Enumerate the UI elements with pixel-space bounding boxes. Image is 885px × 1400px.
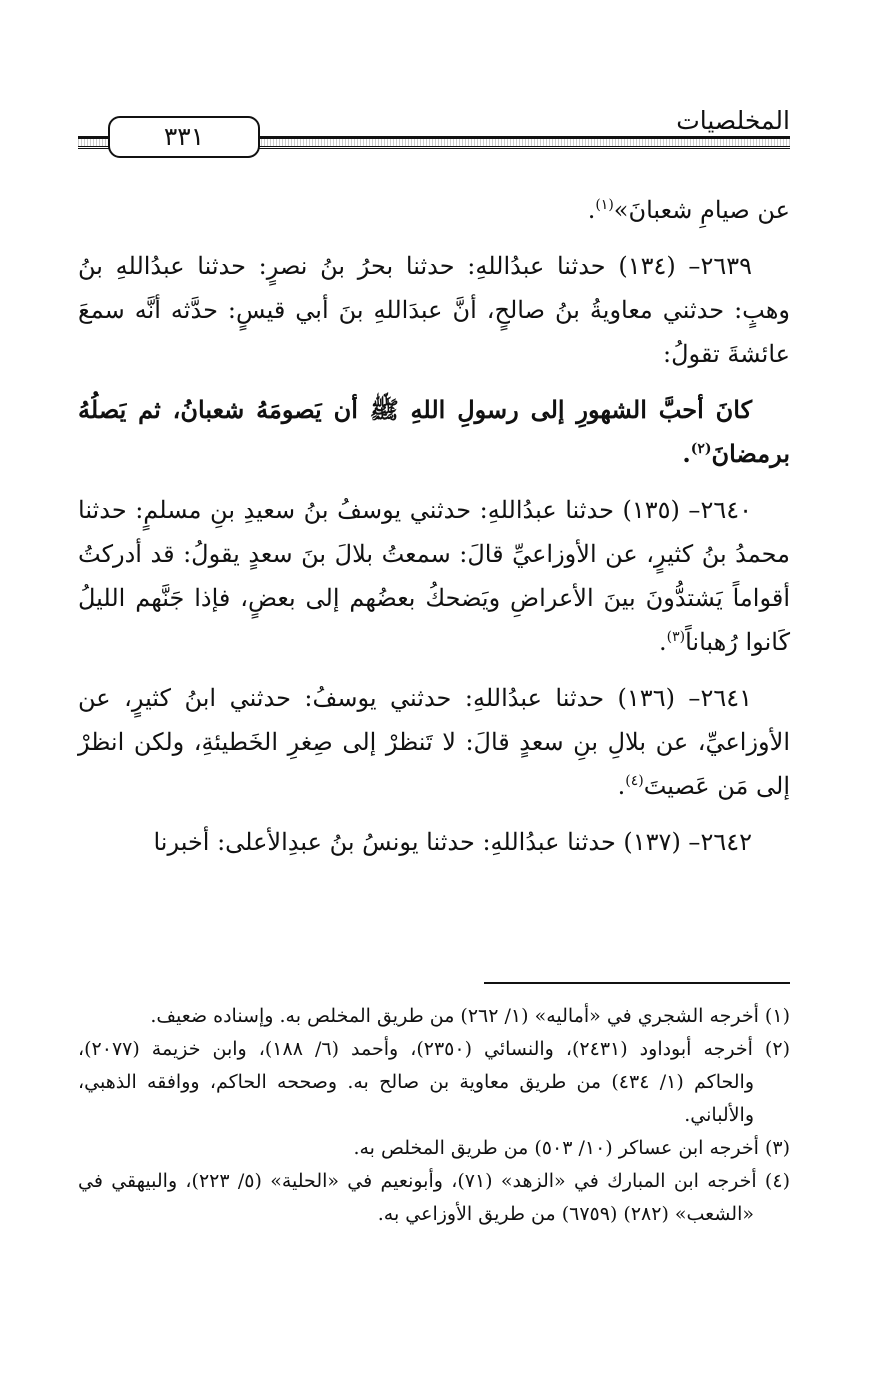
footnote-1: (١) أخرجه الشجري في «أماليه» (١/ ٢٦٢) من طريق المخلص به. وإسناده ضعيف. [150,1005,790,1027]
paragraph-tail: . [658,628,667,656]
footnote-separator [484,982,790,984]
paragraph-text: ٢٦٤٠– (١٣٥) حدثنا عبدُاللهِ: حدثني يوسفُ بنُ سعيدِ بنِ مسلمٍ: حدثنا محمدُ بنُ كثيرٍ، عن الأوزاعيِّ قالَ: سمعتُ بلالَ بنَ سعدٍ يقولُ: قد أدركتُ أقواماً يَشتدُّونَ بينَ الأعراضِ ويَضحكُ بعضُهم إلى بعضٍ، فإذا جَنَّهم الليلُ كَانوا رُهباناً [78,496,790,656]
footnote-ref: (٣) [666,629,686,645]
footnote-2: (٢) أخرجه أبوداود (٢٤٣١)، والنسائي (٢٣٥٠)، وأحمد (٦/ ١٨٨)، وابن خزيمة (٢٠٧٧)، والحاكم (١/ ٤٣٤) من طريق معاوية بن صالح به. وصححه الحاكم، ووافقه الذهبي، والألباني. [78,1038,790,1126]
hadith-2642 [78,820,790,864]
main-text [78,188,790,876]
paragraph-continuation [78,188,790,232]
footnote-4: (٤) أخرجه ابن المبارك في «الزهد» (٧١)، وأبونعيم في «الحلية» (٥/ ٢٢٣)، والبيهقي في «الشعب» (٢٨٢) (٦٧٥٩) من طريق الأوزاعي به. [78,1170,790,1225]
hadith-2639 [78,244,790,376]
footnote-ref: (٢) [690,441,712,457]
paragraph-text: ٢٦٣٩– (١٣٤) حدثنا عبدُاللهِ: حدثنا بحرُ بنُ نصرٍ: حدثنا عبدُاللهِ بنُ وهبٍ: حدثني معاويةُ بنُ صالحٍ، أنَّ عبدَاللهِ بنَ أبي قيسٍ: حدَّثه أنَّه سمعَ عائشةَ تقولُ: [78,252,790,368]
paragraph-tail: . [587,196,596,224]
hadith-2641 [78,676,790,808]
footnote-ref: (٤) [625,773,644,789]
page-header [78,106,790,162]
paragraph-text: كانَ أحبَّ الشهورِ إلى رسولِ اللهِ ﷺ أن يَصومَهُ شعبانُ، ثم يَصلُهُ برمضانَ [78,395,790,468]
paragraph-tail: . [617,772,626,800]
footnote-3: (٣) أخرجه ابن عساكر (١٠/ ٥٠٣) من طريق المخلص به. [353,1137,790,1159]
hadith-2640 [78,488,790,664]
page-number: ٣٣١ [108,116,260,158]
paragraph-text: ٢٦٤١– (١٣٦) حدثنا عبدُاللهِ: حدثني يوسفُ: حدثني ابنُ كثيرٍ، عن الأوزاعيِّ، عن بلالِ بنِ سعدٍ قالَ: لا تَنظرْ إلى صِغرِ الخَطيئةِ، ولكن انظرْ إلى مَن عَصيتَ [78,684,790,800]
running-title: المخلصيات [666,106,790,135]
footnotes [78,1000,790,1231]
hadith-2639-matn [78,388,790,476]
paragraph-tail: . [682,439,691,468]
footnote-ref: (١) [595,197,614,213]
paragraph-text: ٢٦٤٢– (١٣٧) حدثنا عبدُاللهِ: حدثنا يونسُ بنُ عبدِالأعلى: أخبرنا [153,828,752,856]
paragraph-text: عن صيامِ شعبانَ» [613,196,790,224]
